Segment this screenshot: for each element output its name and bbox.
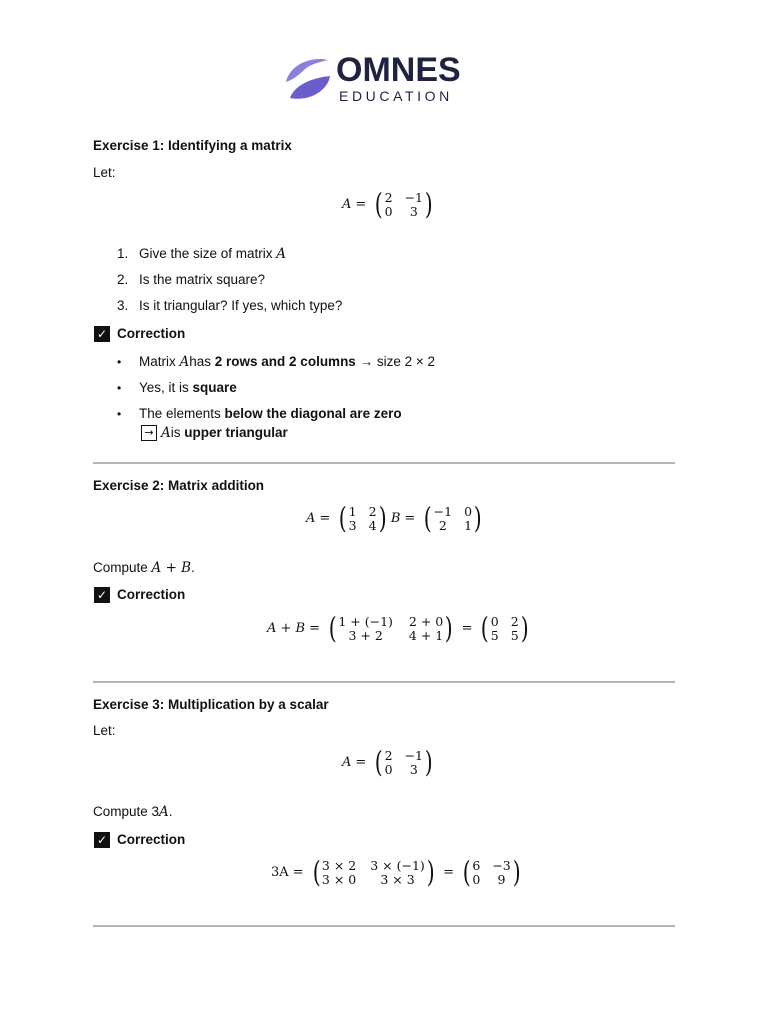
matrix-cell: 3 + 2	[348, 627, 383, 643]
matrix-cell: 2	[384, 747, 393, 763]
correction-label: Correction	[117, 587, 186, 602]
matrix-cell: 2	[368, 503, 377, 519]
bullet-bold: below the diagonal are zero	[224, 406, 402, 421]
matrix-cell: 3	[409, 761, 418, 777]
matrix-cell: −1	[404, 189, 424, 205]
matrix-cell: 2	[438, 517, 447, 533]
matrix-cell: 2	[510, 613, 519, 629]
matrix-cell: 3 × 2	[321, 857, 357, 873]
matrix-cell: 5	[490, 627, 499, 643]
matrix-cell: 3 × 0	[321, 871, 357, 887]
question-text: Give the size of matrix	[139, 246, 277, 261]
list-number: 3.	[117, 298, 129, 313]
exercise-3-title: Exercise 3: Multiplication by a scalar	[93, 697, 329, 712]
solution-lhs: A + B	[267, 621, 306, 636]
correction-heading-1	[94, 326, 185, 342]
question-3	[117, 298, 342, 314]
bullet-text: Matrix	[139, 354, 180, 369]
bullet-3-continuation	[141, 425, 288, 441]
matrix-name: A	[342, 197, 352, 212]
matrix-cell: 4 + 1	[408, 627, 444, 643]
bullet-var: A	[161, 425, 171, 441]
instruction-var: A	[159, 804, 169, 820]
matrix-cell: 3 × (−1)	[370, 857, 425, 873]
instruction-text: Compute	[93, 560, 152, 575]
matrix-cell: 0	[384, 203, 393, 219]
checkbox-checked-icon: ✓	[94, 587, 110, 603]
question-var: A	[276, 246, 287, 262]
bullet-var: A	[179, 354, 190, 370]
matrix-cell: 0	[472, 871, 481, 887]
exercise-1-let: Let:	[93, 165, 116, 180]
matrix-cell: 9	[497, 871, 506, 887]
list-number: 1.	[117, 246, 129, 261]
instruction-text: .	[191, 560, 195, 575]
exercise-1-matrix-A: A = ( 2 −1 0 3 )	[342, 187, 433, 221]
exercise-2-solution: A + B = ( 1 + (−1) 2 + 0 3 + 2 4 + 1 ) = ( 0 2 5 5 )	[267, 611, 529, 645]
bullet-text: has	[189, 354, 215, 369]
logo	[280, 52, 490, 108]
bullet-bold: 2 rows and 2 columns	[214, 354, 356, 369]
instruction-text: Compute 3	[93, 804, 160, 819]
matrix-cell: 0	[464, 503, 473, 519]
divider	[93, 462, 675, 464]
matrix-cell: 1	[464, 517, 473, 533]
correction-heading-2	[94, 587, 185, 603]
matrix-cell: −3	[492, 857, 511, 873]
matrix-cell: 3	[348, 517, 357, 533]
logo-subtitle: EDUCATION	[339, 88, 453, 104]
instruction-expr: A + B	[151, 560, 192, 576]
question-text: Is it triangular? If yes, which type?	[139, 298, 343, 313]
question-2	[117, 272, 265, 288]
bullet-2: • Yes, it is square	[117, 380, 237, 395]
divider	[93, 681, 675, 683]
exercise-3-let: Let:	[93, 723, 116, 738]
logo-brand: OMNES	[336, 51, 461, 89]
exercise-3-instruction	[93, 804, 173, 820]
exercise-2-instruction	[93, 560, 195, 576]
matrix-cell: 2	[384, 189, 393, 205]
bullet-3: • The elements below the diagonal are zero	[117, 406, 402, 421]
matrix-name: B	[390, 511, 401, 526]
checkbox-checked-icon: ✓	[94, 326, 110, 342]
matrix-cell: 3 × 3	[380, 871, 415, 887]
matrix-cell: 0	[490, 613, 499, 629]
matrix-cell: 3	[409, 203, 418, 219]
matrix-name: A	[306, 511, 316, 526]
matrix-cell: 6	[472, 857, 481, 873]
divider	[93, 925, 675, 927]
checkbox-checked-icon: ✓	[94, 832, 110, 848]
exercise-3-matrix-A: A = ( 2 −1 0 3 )	[342, 745, 433, 779]
matrix-cell: 4	[368, 517, 377, 533]
matrix-cell: 1 + (−1)	[338, 613, 393, 629]
exercise-3-solution: 3A = ( 3 × 2 3 × (−1) 3 × 0 3 × 3 ) = ( 6 −3 0 9 )	[271, 855, 521, 889]
bullet-text: The elements	[139, 406, 225, 421]
question-text: Is the matrix square?	[139, 272, 266, 287]
exercise-1-title: Exercise 1: Identifying a matrix	[93, 138, 292, 153]
bullet-1: • Matrix Ahas 2 rows and 2 columns → size 2 × 2	[117, 354, 435, 370]
bullet-text: Yes, it is	[139, 380, 193, 395]
matrix-cell: −1	[404, 747, 424, 763]
instruction-text: .	[168, 804, 173, 819]
arrow-box-icon: →	[141, 425, 157, 441]
correction-label: Correction	[117, 326, 186, 341]
bullet-bold: upper triangular	[184, 425, 288, 440]
matrix-cell: −1	[433, 503, 453, 519]
question-1	[117, 246, 286, 262]
bullet-bold: square	[192, 380, 237, 395]
exercise-2-matrices: A = ( 1 2 3 4 ) B = ( −1 0 2 1 )	[306, 501, 482, 535]
logo-swoosh-icon	[280, 52, 334, 106]
matrix-cell: 0	[384, 761, 393, 777]
bullet-text: → size 2 × 2	[355, 354, 435, 369]
solution-lhs: 3A	[271, 865, 289, 880]
matrix-name: A	[342, 755, 352, 770]
correction-heading-3	[94, 832, 185, 848]
list-number: 2.	[117, 272, 129, 287]
exercise-2-title: Exercise 2: Matrix addition	[93, 478, 265, 493]
matrix-cell: 2 + 0	[408, 613, 444, 629]
matrix-cell: 1	[348, 503, 357, 519]
correction-label: Correction	[117, 832, 186, 847]
bullet-text: is	[170, 425, 185, 440]
matrix-cell: 5	[510, 627, 519, 643]
